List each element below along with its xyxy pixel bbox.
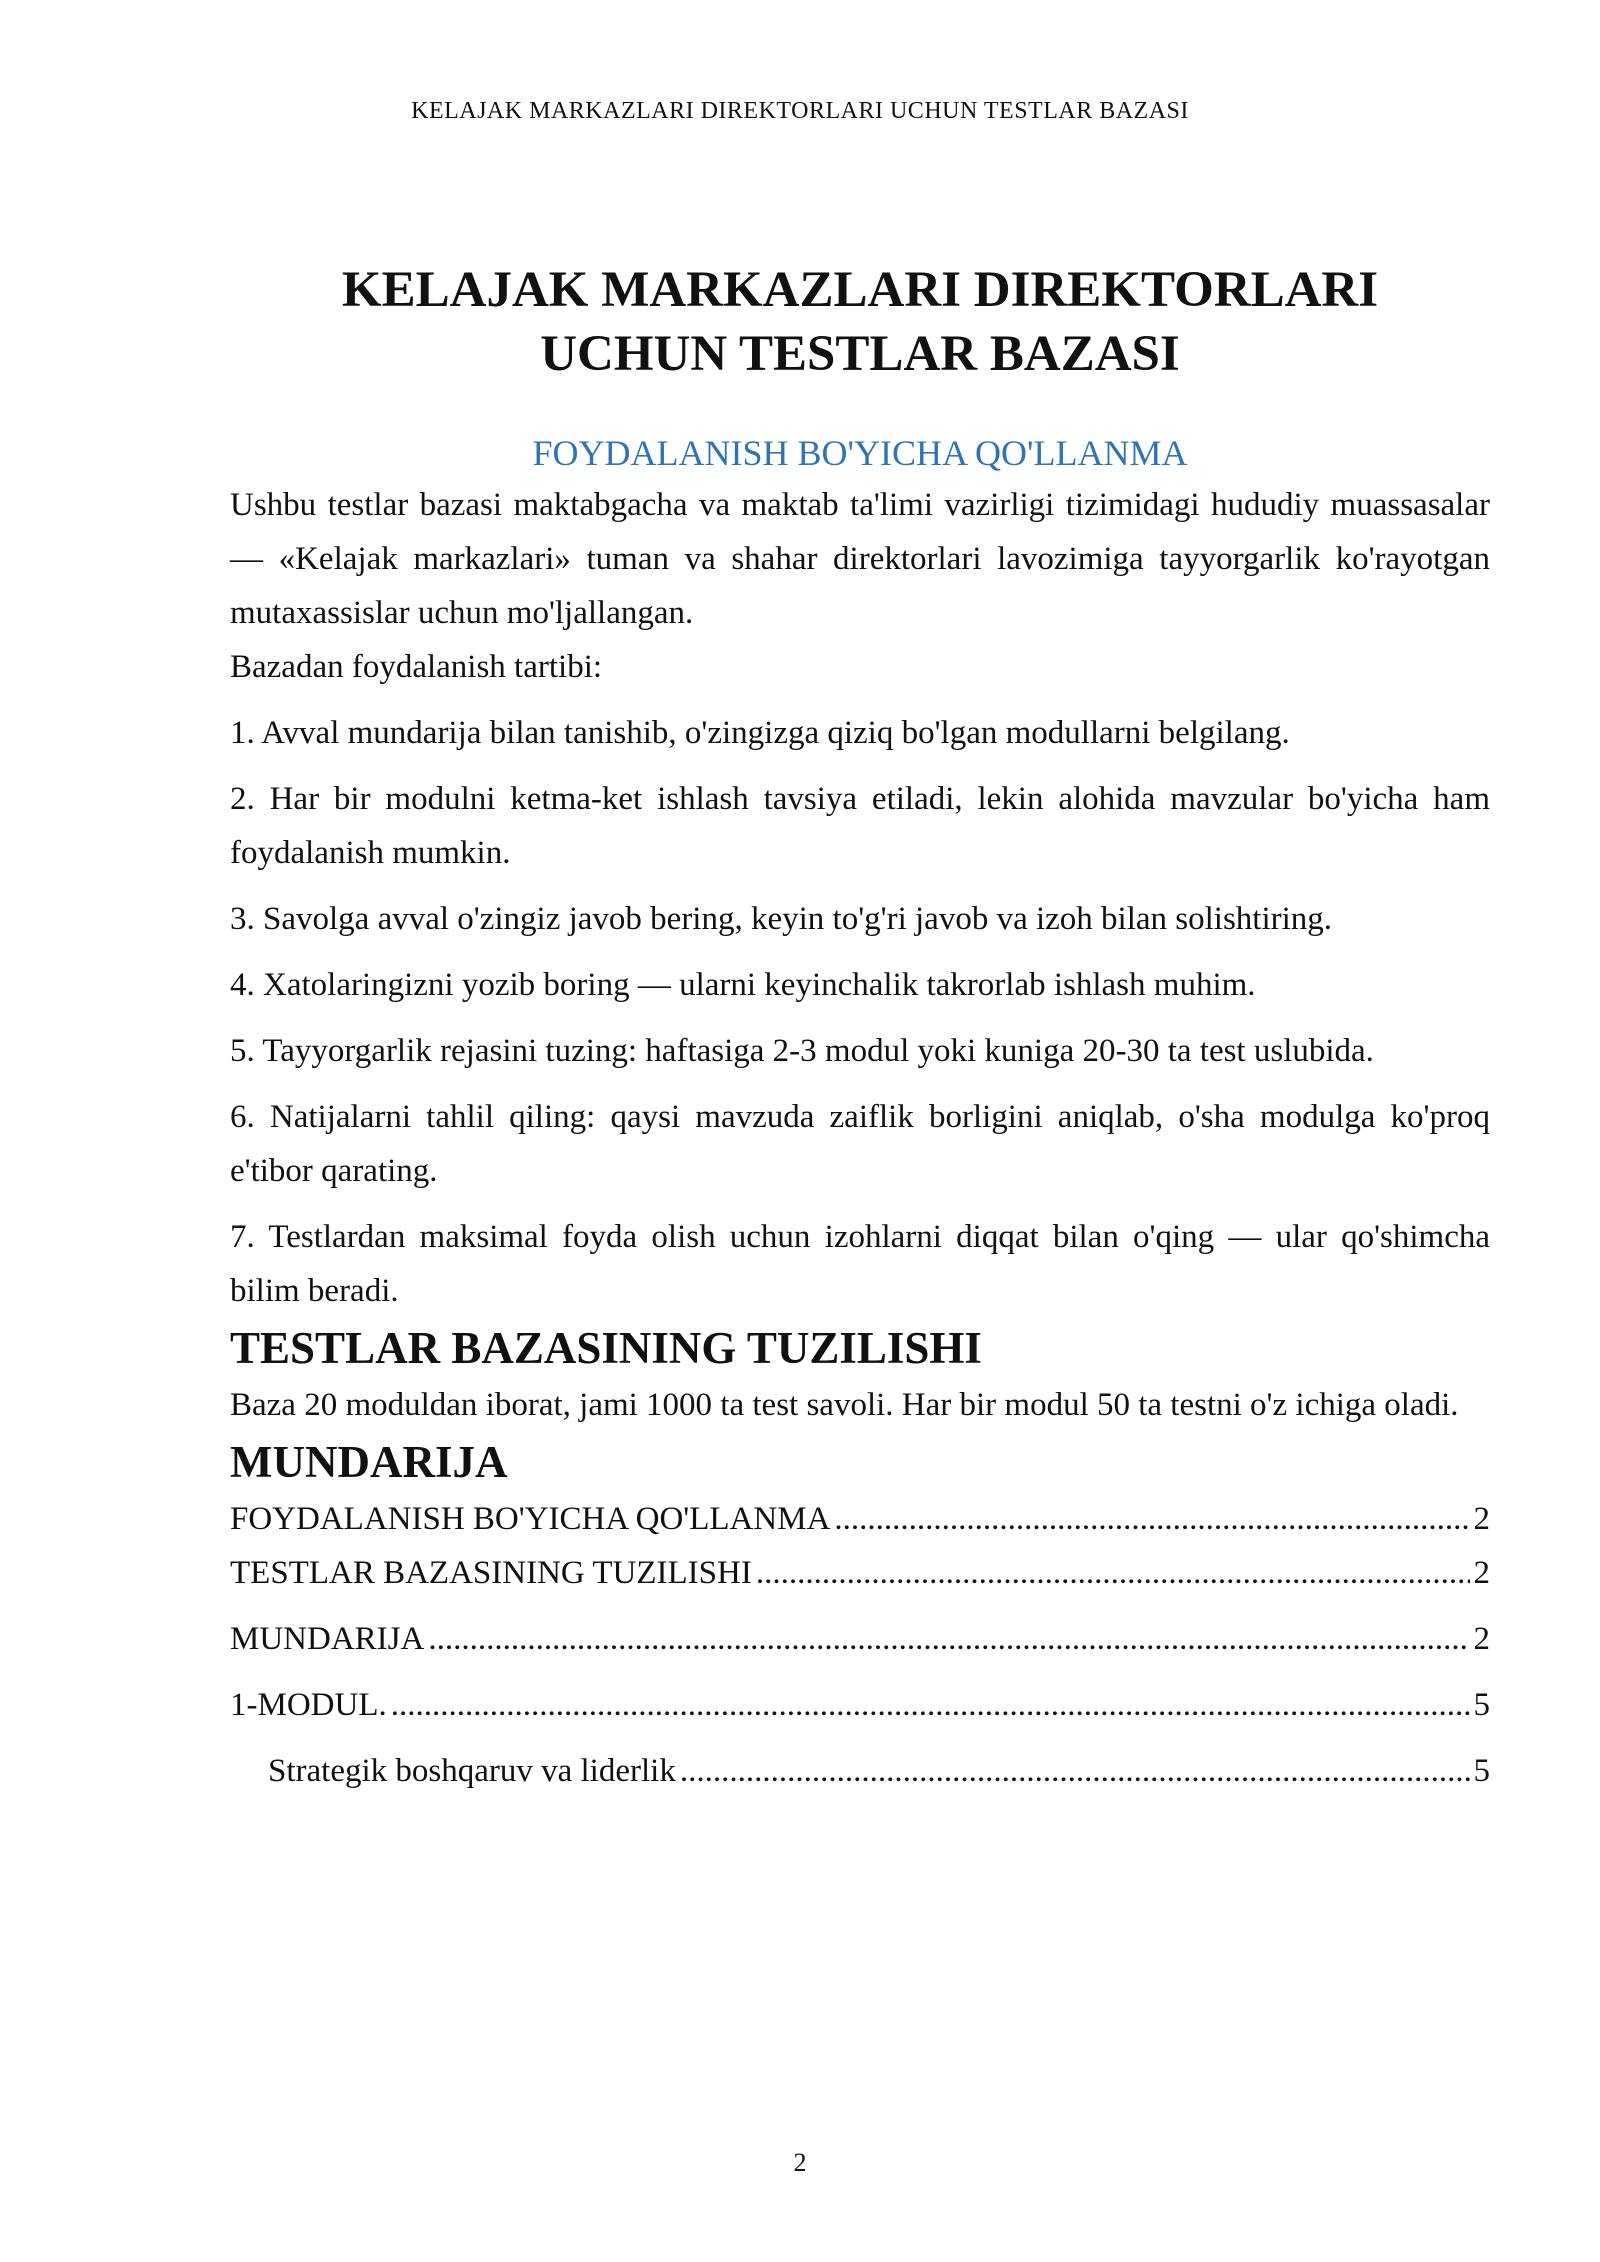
toc-entry[interactable] [230,1678,1490,1744]
toc-entry-label: MUNDARIJA [230,1621,425,1657]
toc-entry-label: TESTLAR BAZASINING TUZILISHI [230,1555,752,1591]
usage-step: 6. Natijalarni tahlil qiling: qaysi mavzuda zaiflik borligini aniqlab, o'sha modulga ko'proq e'tibor qarating. [230,1099,1490,1189]
toc-leader-dots [680,1744,1470,1798]
toc-entry-label: 1-MODUL. [230,1687,387,1723]
guide-intro-paragraph: Ushbu testlar bazasi maktabgacha va maktab ta'limi vazirligi tizimidagi hududiy muassasalar — «Kelajak markazlari» tuman va shahar direktorlari lavozimiga tayyorgarlik ko'rayotgan mutaxassislar uchun mo'ljallangan. [230,487,1490,631]
usage-step: 1. Avval mundarija bilan tanishib, o'zingizga qiziq bo'lgan modullarni belgilang. [230,715,1290,751]
usage-order-label: Bazadan foydalanish tartibi: [230,649,603,685]
usage-step: 2. Har bir modulni ketma-ket ishlash tavsiya etiladi, lekin alohida mavzular bo'yicha ham foydalanish mumkin. [230,781,1490,871]
toc-entry-page: 5 [1473,1687,1490,1723]
toc-entry[interactable] [230,1546,1490,1612]
usage-step: 5. Tayyorgarlik rejasini tuzing: haftasiga 2-3 modul yoki kuniga 20-30 ta test uslubida. [230,1033,1374,1069]
toc-heading: MUNDARIJA [230,1437,508,1487]
toc-entry-page: 2 [1473,1621,1490,1657]
structure-paragraph: Baza 20 moduldan iborat, jami 1000 ta test savoli. Har bir modul 50 ta testni o'z ichiga oladi. [230,1387,1459,1423]
usage-step: 7. Testlardan maksimal foyda olish uchun izohlarni diqqat bilan o'qing — ular qo'shimcha bilim beradi. [230,1219,1490,1309]
running-header: KELAJAK MARKAZLARI DIREKTORLARI UCHUN TESTLAR BAZASI [411,98,1189,124]
guide-heading: FOYDALANISH BO'YICHA QO'LLANMA [532,433,1188,473]
toc-entry[interactable] [230,1612,1490,1678]
toc-entry-page: 2 [1473,1555,1490,1591]
toc-entry-page: 5 [1473,1753,1490,1789]
toc-entry-page: 2 [1473,1501,1490,1537]
toc-subentry[interactable] [230,1744,1490,1810]
document-title-line-2: UCHUN TESTLAR BAZASI [540,326,1180,382]
toc-leader-dots [391,1678,1470,1732]
document-title [230,258,1490,386]
table-of-contents [230,1492,1490,1810]
toc-leader-dots [834,1492,1469,1546]
usage-steps-list [230,706,1490,1318]
toc-leader-dots [428,1612,1469,1666]
usage-step: 3. Savolga avval o'zingiz javob bering, keyin to'g'ri javob va izoh bilan solishtiring. [230,901,1333,937]
toc-leader-dots [756,1546,1470,1600]
document-title-line-1: KELAJAK MARKAZLARI DIREKTORLARI [341,262,1379,318]
toc-entry-label: FOYDALANISH BO'YICHA QO'LLANMA [230,1501,831,1537]
toc-entry[interactable] [230,1492,1490,1546]
usage-step: 4. Xatolaringizni yozib boring — ularni keyinchalik takrorlab ishlash muhim. [230,967,1256,1003]
toc-entry-label: Strategik boshqaruv va liderlik [268,1753,676,1789]
structure-heading: TESTLAR BAZASINING TUZILISHI [230,1323,982,1373]
page-number: 2 [793,2148,807,2177]
page-content [230,258,1490,1810]
